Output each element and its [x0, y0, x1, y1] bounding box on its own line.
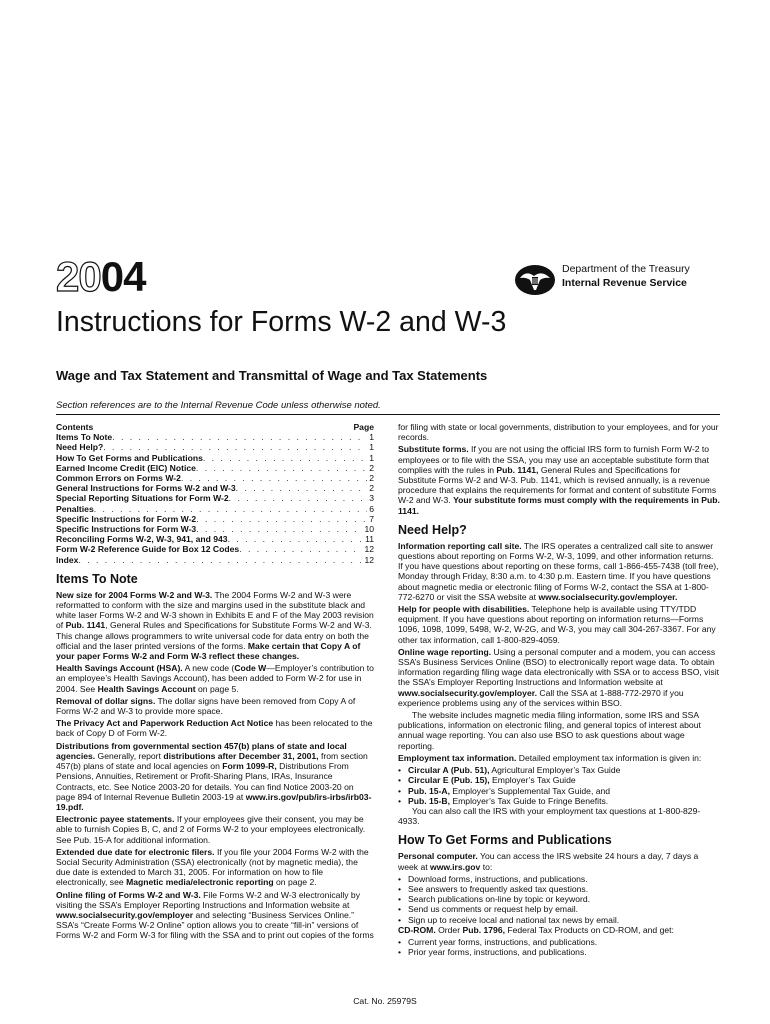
need-help-heading: Need Help? [398, 522, 467, 537]
text: Agricultural Employer’s Tax Guide [489, 765, 621, 776]
toc-label: Penalties [56, 503, 94, 514]
cd-list [398, 937, 720, 957]
text: If you are not using the official IRS form to furnish Form W-2 to employees or to file with the SSA, you may use an acceptable substitute form that complies with the rules in [398, 444, 710, 475]
paragraph-cdrom [398, 925, 720, 935]
paragraph-online-filing [56, 890, 374, 941]
bold-ref: Pub. 1141 [65, 620, 106, 631]
text: The IRS operates a centralized call site to answer questions about reporting on Forms W-2, W-3, 1099, and other information returns. If you have questions about reporting on these forms, call 1-866-455-7438 (toll free), Monday through Friday, 8:30 a.m. to 4:30 p.m. Eastern time. If you have questions about magnetic media or electronic filing of Forms W-2, contact the SSA at 1-800-772-6270 or visit the SSA website at [398, 540, 719, 602]
toc-row[interactable] [56, 453, 374, 463]
text: Telephone help is available using TTY/TDD equipment. If you have questions about reporting on information returns—Forms 1096, 1098, 1099, 5498, W-2, W-2G, and W-3, you may call 304-267-3367. For any other tax information, call 1-800-829-4059. [398, 604, 716, 645]
divider [56, 414, 720, 415]
bold-lead: Electronic payee statements. [56, 814, 175, 825]
toc-row[interactable] [56, 483, 374, 493]
irs-website-link[interactable]: www.irs.gov [430, 861, 481, 872]
text: Employer’s Tax Guide [489, 775, 576, 786]
text: Order [435, 924, 463, 935]
list-item: • Current year forms, instructions, and publications. [398, 937, 720, 947]
paragraph-personal-computer [398, 851, 720, 871]
list-item: • Search publications on-line by topic or keyword. [398, 894, 720, 904]
bold-ref: Circular E (Pub. 15), [408, 775, 490, 786]
text: on page 2. [273, 877, 317, 888]
toc-label: Index [56, 554, 79, 565]
toc-page-number: 2 [369, 462, 374, 473]
items-to-note-heading: Items To Note [56, 571, 138, 586]
bold-lead: Extended due date for electronic filers. [56, 846, 215, 857]
ssa-employer-link[interactable]: www.socialsecurity.gov/employer. [538, 591, 678, 602]
toc-page-number: 11 [365, 534, 374, 545]
bold-lead: Online wage reporting. [398, 646, 492, 657]
toc-leader-dots [78, 555, 362, 565]
agency-text [562, 262, 690, 290]
toc-label: Items To Note [56, 432, 113, 443]
text: You can access the IRS website 24 hours a day, 7 days a week at [398, 851, 699, 872]
list-item [398, 775, 720, 785]
toc-page-number: 2 [369, 483, 374, 494]
toc-row[interactable] [56, 463, 374, 473]
text: Generally, report [95, 750, 164, 761]
document-title: Instructions for Forms W-2 and W-3 [56, 306, 507, 338]
text: Federal Tax Products on CD-ROM, and get: [504, 924, 674, 935]
toc-label: Specific Instructions for Form W-2 [56, 513, 197, 524]
toc-label: How To Get Forms and Publications [56, 452, 203, 463]
bold-ref: Your substitute forms must comply with the requirements in Pub. 1141. [398, 495, 720, 516]
text: —Employer’s contribution to an employee’s Health Savings Account), has been added to Form W-2 for use in 2004. See [56, 663, 374, 694]
paragraph-substitute-forms [398, 444, 720, 515]
paragraph-dollar-signs [56, 696, 374, 716]
paragraph-hsa [56, 663, 374, 694]
bold-lead: Substitute forms. [398, 444, 469, 455]
toc-page-number: 10 [364, 524, 374, 535]
bold-lead: Online filing of Forms W-2 and W-3. [56, 889, 201, 900]
bold-lead: New size for 2004 Forms W-2 and W-3. [56, 589, 213, 600]
paragraph-continued: for filing with state or local governments, distribution to your employees, and for your records. [398, 422, 719, 443]
list-item: • Sign up to receive local and national tax news by email. [398, 915, 720, 925]
text: If your employees give their consent, you may be able to furnish Copies B, C, and 2 of Forms W-2 to your employees electronically. See Pub. 15-A for additional information. [56, 814, 366, 845]
text: has been relocated to the back of Copy D of Form W-2. [56, 718, 373, 739]
paragraph-disabilities [398, 604, 720, 645]
toc-row[interactable] [56, 514, 374, 524]
bold-lead: CD-ROM. [398, 924, 436, 935]
toc-label: Need Help? [56, 442, 104, 453]
bold-ref: Make certain that Copy A of your paper Forms W-2 and Form W-3 reflect these changes. [56, 640, 361, 662]
right-column [398, 422, 720, 957]
paragraph-info-call-site [398, 541, 720, 602]
toc-row[interactable] [56, 493, 374, 503]
text: Employer’s Supplemental Tax Guide, and [450, 785, 611, 796]
toc-page-number: 12 [364, 544, 374, 555]
toc-label: Earned Income Credit (EIC) Notice [56, 462, 196, 473]
toc-header [56, 422, 374, 432]
bold-ref: Health Savings Account [97, 683, 196, 694]
text: Using a personal computer and a modem, you can access SSA’s Business Services Online (BSO) to electronically report wage data. To obtain information regarding filing wage data electronically with SSA or to access BSO, visit the SSA’s Employer Reporting Instructions and Information website at [398, 646, 719, 688]
toc-leader-dots [181, 473, 367, 483]
bold-ref: Pub. 15-B, [408, 795, 451, 806]
toc-row[interactable] [56, 432, 374, 442]
toc-page-number: 6 [369, 503, 374, 514]
toc-leader-dots [196, 514, 367, 524]
year-bold: 04 [100, 253, 146, 300]
toc-leader-dots [196, 524, 362, 534]
text: Call the SSA at 1-888-772-2970 if you experience problems using any of the services within BSO. [398, 687, 684, 708]
toc-label: Form W-2 Reference Guide for Box 12 Codes [56, 544, 240, 555]
list-item: • See answers to frequently asked tax questions. [398, 884, 720, 894]
bold-ref: Magnetic media/electronic reporting [126, 877, 274, 888]
eagle-seal-icon [514, 264, 556, 296]
pc-list [398, 874, 720, 925]
agency-block [514, 262, 690, 296]
text: The dollar signs have been removed from Copy A of Forms W-2 and W-3 to provide more space. [56, 695, 356, 717]
text: A new code ( [182, 663, 235, 674]
document-subtitle: Wage and Tax Statement and Transmittal of Wage and Tax Statements [56, 368, 488, 383]
text: The 2004 Forms W-2 and W-3 were reformatted to conform with the size and margins used in the substitute black and white laser Forms W-2 and W-3 shown in Exhibits E and F of the May 2003 revision of [56, 589, 374, 631]
toc-row[interactable] [56, 544, 374, 554]
agency-irs: Internal Revenue Service [562, 277, 687, 289]
bold-ref: Pub. 1141, [496, 464, 539, 475]
text: Distributions From Pensions, Annuities, Retirement or Profit-Sharing Plans, IRAs, Insurance Contracts, etc. See Notice 2003-20 for details. You can find Notice 2003-20 on page 894 of Internal Revenue Bulletin 2003-19 at [56, 761, 354, 802]
paragraph-extended-due-date [56, 847, 374, 888]
bold-ref: Form 1099-R, [222, 761, 277, 772]
toc-row[interactable] [56, 473, 374, 483]
list-item [398, 796, 720, 806]
list-item: • Download forms, instructions, and publications. [398, 874, 720, 884]
toc-label: Specific Instructions for Form W-3 [56, 524, 197, 535]
bold-ref: Pub. 15-A, [408, 785, 451, 796]
bold-lead: Help for people with disabilities. [398, 604, 530, 615]
bold-ref: Circular A (Pub. 51), [408, 765, 490, 776]
toc-label: Common Errors on Forms W-2 [56, 473, 181, 484]
toc-label: General Instructions for Forms W-2 and W-3 [56, 483, 236, 494]
list-item [398, 786, 720, 796]
toc-leader-dots [228, 534, 364, 544]
paragraph-new-size [56, 590, 374, 661]
list-item: • Prior year forms, instructions, and publications. [398, 947, 720, 957]
bold-lead: The Privacy Act and Paperwork Reduction Act Notice [56, 718, 274, 729]
toc-row[interactable] [56, 504, 374, 514]
text: General Rules and Specifications for Substitute Forms W-2 and W-3. Pub. 1141, which is revised annually, is a revenue procedure that explains the requirements for format and content of substitute Forms W-2 and W-3. [398, 464, 717, 506]
bold-ref: Pub. 1796, [462, 924, 505, 935]
bold-lead: Personal computer. [398, 851, 478, 862]
irb-link[interactable]: www.irs.gov/pub/irs-irbs/irb03-19.pdf. [56, 791, 372, 812]
text: , General Rules and Specifications for Substitute Forms W-2 and W-3. This change allows programmers to write universal code for data entry on both the official and the laser printed versions of the forms. [56, 620, 372, 651]
section-reference-note: Section references are to the Internal Revenue Code unless otherwise noted. [56, 400, 381, 411]
toc-page-number: 7 [369, 513, 374, 524]
paragraph-website: The website includes magnetic media filing information, some IRS and SSA publications, information on electronic filing, and general topics of interest about annual wage reporting. You can also use BSO to ask questions about wage reporting. [398, 710, 701, 751]
ssa-employer-link[interactable]: www.socialsecurity.gov/employer. [398, 687, 537, 698]
toc-label: Reconciling Forms W-2, W-3, 941, and 943 [56, 534, 228, 545]
paragraph-online-wage [398, 647, 720, 708]
bold-ref: Code W [234, 663, 267, 674]
paragraph-457b [56, 741, 374, 812]
toc-leader-dots [196, 463, 367, 473]
toc-row[interactable] [56, 555, 374, 565]
toc-page-number: 1 [369, 432, 374, 443]
toc-row[interactable] [56, 524, 374, 534]
toc-heading: Contents [56, 422, 94, 432]
bold-lead: Information reporting call site. [398, 540, 522, 551]
toc-page-number: 1 [369, 452, 374, 463]
text: File Forms W-2 and W-3 electronically by visiting the SSA’s Employer Reporting Instructions and Information website at [56, 889, 360, 910]
paragraph-electronic-payee [56, 814, 374, 845]
ssa-employer-link[interactable]: www.socialsecurity.gov/employer [56, 909, 194, 920]
paragraph-privacy-act [56, 718, 374, 738]
toc-row[interactable] [56, 442, 374, 452]
toc-leader-dots [236, 483, 368, 493]
year-outline: 20 [56, 253, 101, 300]
list-item [398, 765, 720, 775]
bold-lead: Removal of dollar signs. [56, 695, 156, 706]
toc-label: Special Reporting Situations for Form W-2 [56, 493, 229, 504]
paragraph-call-irs: You can also call the IRS with your employment tax questions at 1-800-829-4933. [398, 805, 701, 827]
text: Detailed employment tax information is given in: [516, 752, 702, 763]
catalog-number: Cat. No. 25979S [353, 996, 417, 1006]
bold-lead: Employment tax information. [398, 752, 517, 763]
text: and selecting “Business Services Online.” SSA’s “Create Forms W-2 Online” option allows you to create “fill-in” versions of Forms W-2 and Form W-3 for filing with the SSA and to print out copies of the forms [56, 909, 374, 941]
list-item: • Send us comments or request help by email. [398, 904, 720, 914]
agency-department: Department of the Treasury [562, 263, 690, 275]
toc-page-heading: Page [353, 422, 374, 432]
toc-page-number: 1 [369, 442, 374, 453]
table-of-contents [56, 432, 374, 565]
toc-leader-dots [94, 504, 367, 514]
publication-list [398, 765, 720, 806]
text: from section 457(b) plans of state and local agencies on [56, 750, 368, 772]
tax-year [56, 253, 146, 300]
bold-lead: Health Savings Account (HSA). [56, 663, 183, 674]
how-to-get-forms-heading: How To Get Forms and Publications [398, 833, 612, 848]
bold-ref: distributions after December 31, 2001, [163, 750, 319, 761]
toc-leader-dots [103, 442, 367, 452]
paragraph-employment-tax [398, 753, 720, 763]
toc-page-number: 12 [364, 554, 374, 565]
toc-leader-dots [239, 544, 362, 554]
text: If you file your 2004 Forms W-2 with the Social Security Administration (SSA) electronically (not by magnetic media), the due date is extended to March 31, 2005. For information on how to file electronically, see [56, 846, 369, 888]
text: to: [480, 861, 493, 872]
left-column [56, 422, 374, 943]
toc-row[interactable] [56, 534, 374, 544]
toc-leader-dots [229, 493, 368, 503]
text: Employer’s Tax Guide to Fringe Benefits. [450, 795, 609, 806]
text: on page 5. [195, 683, 239, 694]
toc-page-number: 3 [369, 493, 374, 504]
toc-page-number: 2 [369, 473, 374, 484]
toc-leader-dots [112, 432, 367, 442]
bold-lead: Distributions from governmental section 457(b) plans of state and local agencies. [56, 740, 347, 761]
toc-leader-dots [203, 453, 367, 463]
